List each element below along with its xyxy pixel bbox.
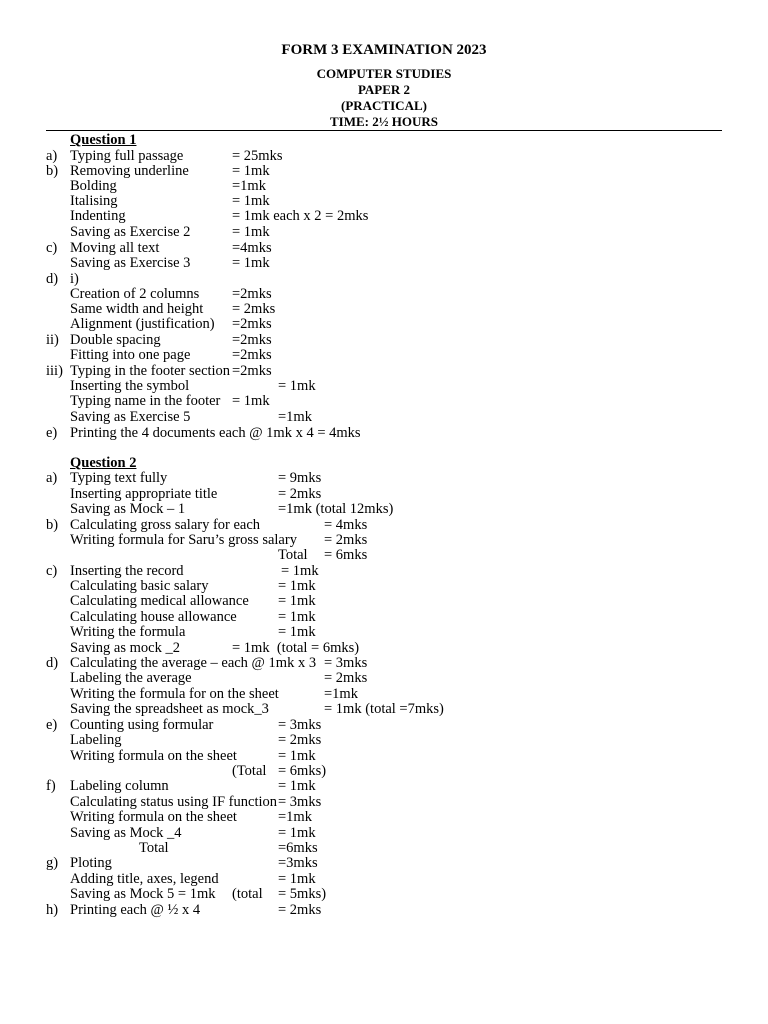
item-label: f) xyxy=(46,778,56,794)
criterion-text: Saving as Mock 5 = 1mk xyxy=(70,886,216,902)
criterion-marks: = 3mks xyxy=(278,794,322,810)
criterion-text: Italising xyxy=(70,193,118,209)
total-label: Total xyxy=(139,840,169,856)
total-label: (Total xyxy=(232,763,267,779)
criterion-marks: = 1mk xyxy=(278,578,316,594)
criterion-marks: = 2mks xyxy=(324,532,368,548)
sub-item-label: i) xyxy=(70,271,79,287)
criterion-marks: = 25mks xyxy=(232,148,283,164)
criterion-text: Writing formula for Saru’s gross salary xyxy=(70,532,297,548)
item-label: g) xyxy=(46,855,59,871)
criterion-text: Writing the formula for on the sheet xyxy=(70,686,279,702)
criterion-marks: = 1mk (total = 6mks) xyxy=(232,640,360,656)
sub-item-label: iii) xyxy=(46,363,63,379)
criterion-marks: = 1mk xyxy=(278,624,316,640)
criterion-text: Same width and height xyxy=(70,301,204,317)
exam-time: TIME: 2½ HOURS xyxy=(330,114,438,129)
criterion-text: Ploting xyxy=(70,855,112,871)
criterion-marks: = 1mk xyxy=(278,593,316,609)
criterion-text: Inserting the record xyxy=(70,563,184,579)
item-label: a) xyxy=(46,148,58,164)
paper-number: PAPER 2 xyxy=(357,82,411,97)
criterion-text: Saving as Mock _4 xyxy=(70,825,182,841)
criterion-marks: = 2mks xyxy=(324,670,368,686)
item-label: b) xyxy=(46,517,59,533)
item-label: b) xyxy=(46,163,59,179)
item-label: c) xyxy=(46,240,58,256)
criterion-marks: =1mk xyxy=(232,178,266,194)
item-label: e) xyxy=(46,425,58,441)
criterion-marks: = 3mks xyxy=(278,717,322,733)
criterion-text: Saving as Exercise 3 xyxy=(70,255,191,271)
total-marks: = 6mks xyxy=(324,547,368,563)
criterion-text: Bolding xyxy=(70,178,117,194)
total-label: (total xyxy=(232,886,263,902)
criterion-marks: =2mks xyxy=(232,286,272,302)
exam-title: FORM 3 EXAMINATION 2023 xyxy=(281,42,487,58)
criterion-marks: =1mk xyxy=(324,686,358,702)
criterion-marks: = 4mks xyxy=(324,517,368,533)
criterion-text: Adding title, axes, legend xyxy=(70,871,219,887)
criterion-marks: = 1mk xyxy=(278,871,316,887)
item-label: h) xyxy=(46,902,59,918)
criterion-marks: = 1mk xyxy=(232,255,270,271)
criterion-text: Calculating house allowance xyxy=(70,609,237,625)
criterion-text: Writing formula on the sheet xyxy=(70,748,237,764)
item-label: d) xyxy=(46,271,59,287)
criterion-marks: = 3mks xyxy=(324,655,368,671)
criterion-marks: = 2mks xyxy=(232,301,276,317)
criterion-text: Labeling column xyxy=(70,778,169,794)
criterion-text: Moving all text xyxy=(70,240,160,256)
item-label: e) xyxy=(46,717,58,733)
criterion-text: Calculating medical allowance xyxy=(70,593,249,609)
criterion-text: Typing name in the footer xyxy=(70,393,221,409)
criterion-marks: = 2mks xyxy=(278,486,322,502)
criterion-text: Saving as Exercise 2 xyxy=(70,224,191,240)
criterion-text: Labeling xyxy=(70,732,122,748)
criterion-text: Typing in the footer section xyxy=(70,363,231,379)
subject-title: COMPUTER STUDIES xyxy=(316,66,452,81)
criterion-text: Counting using formular xyxy=(70,717,214,733)
criterion-marks: = 1mk (total =7mks) xyxy=(324,701,444,717)
criterion-text: Saving as Exercise 5 xyxy=(70,409,191,425)
criterion-text: Printing each @ ½ x 4 xyxy=(70,902,201,918)
criterion-text: Calculating basic salary xyxy=(70,578,209,594)
criterion-text: Calculating the average – each @ 1mk x 3 xyxy=(70,655,317,671)
criterion-marks: = 1mk xyxy=(232,193,270,209)
criterion-text: Alignment (justification) xyxy=(70,316,215,332)
criterion-marks: = 1mk xyxy=(232,224,270,240)
criterion-text: Typing text fully xyxy=(70,470,168,486)
total-marks: = 5mks) xyxy=(278,886,327,902)
criterion-text: Calculating gross salary for each xyxy=(70,517,261,533)
item-label: c) xyxy=(46,563,58,579)
criterion-text: Printing the 4 documents each @ 1mk x 4 = 4mks xyxy=(70,425,361,441)
criterion-marks: = 1mk each x 2 = 2mks xyxy=(232,208,369,224)
criterion-marks: = 1mk xyxy=(278,609,316,625)
criterion-marks: =2mks xyxy=(232,363,272,379)
criterion-text: Double spacing xyxy=(70,332,161,348)
criterion-marks: = 1mk xyxy=(278,378,316,394)
total-label: Total xyxy=(278,547,308,563)
criterion-marks: =1mk xyxy=(278,409,312,425)
total-marks: = 6mks) xyxy=(278,763,327,779)
criterion-text: Fitting into one page xyxy=(70,347,191,363)
item-label: a) xyxy=(46,470,58,486)
criterion-text: Indenting xyxy=(70,208,126,224)
criterion-text: Calculating status using IF function xyxy=(70,794,278,810)
criterion-text: Saving as mock _2 xyxy=(70,640,180,656)
sub-item-label: ii) xyxy=(46,332,59,348)
item-label: d) xyxy=(46,655,59,671)
criterion-text: Creation of 2 columns xyxy=(70,286,200,302)
question-2-title: Question 2 xyxy=(70,455,137,471)
criterion-marks: =1mk xyxy=(278,809,312,825)
criterion-marks: =1mk (total 12mks) xyxy=(278,501,394,517)
criterion-marks: = 1mk xyxy=(278,778,316,794)
criterion-marks: =3mks xyxy=(278,855,318,871)
criterion-marks: =2mks xyxy=(232,332,272,348)
total-marks: =6mks xyxy=(278,840,318,856)
criterion-text: Inserting appropriate title xyxy=(70,486,218,502)
criterion-marks: = 9mks xyxy=(278,470,322,486)
criterion-marks: = 2mks xyxy=(278,902,322,918)
criterion-marks: =4mks xyxy=(232,240,272,256)
criterion-text: Inserting the symbol xyxy=(70,378,190,394)
criterion-text: Labeling the average xyxy=(70,670,192,686)
criterion-marks: = 1mk xyxy=(278,748,316,764)
criterion-text: Saving as Mock – 1 xyxy=(70,501,186,517)
paper-type: (PRACTICAL) xyxy=(341,98,427,113)
criterion-text: Removing underline xyxy=(70,163,189,179)
criterion-text: Writing the formula xyxy=(70,624,186,640)
criterion-marks: = 2mks xyxy=(278,732,322,748)
criterion-text: Typing full passage xyxy=(70,148,184,164)
criterion-text: Writing formula on the sheet xyxy=(70,809,237,825)
criterion-marks: = 1mk xyxy=(278,825,316,841)
question-1-title: Question 1 xyxy=(70,132,137,148)
criterion-marks: = 1mk xyxy=(281,563,319,579)
criterion-marks: = 1mk xyxy=(232,163,270,179)
criterion-marks: = 1mk xyxy=(232,393,270,409)
criterion-marks: =2mks xyxy=(232,347,272,363)
criterion-marks: =2mks xyxy=(232,316,272,332)
criterion-text: Saving the spreadsheet as mock_3 xyxy=(70,701,269,717)
